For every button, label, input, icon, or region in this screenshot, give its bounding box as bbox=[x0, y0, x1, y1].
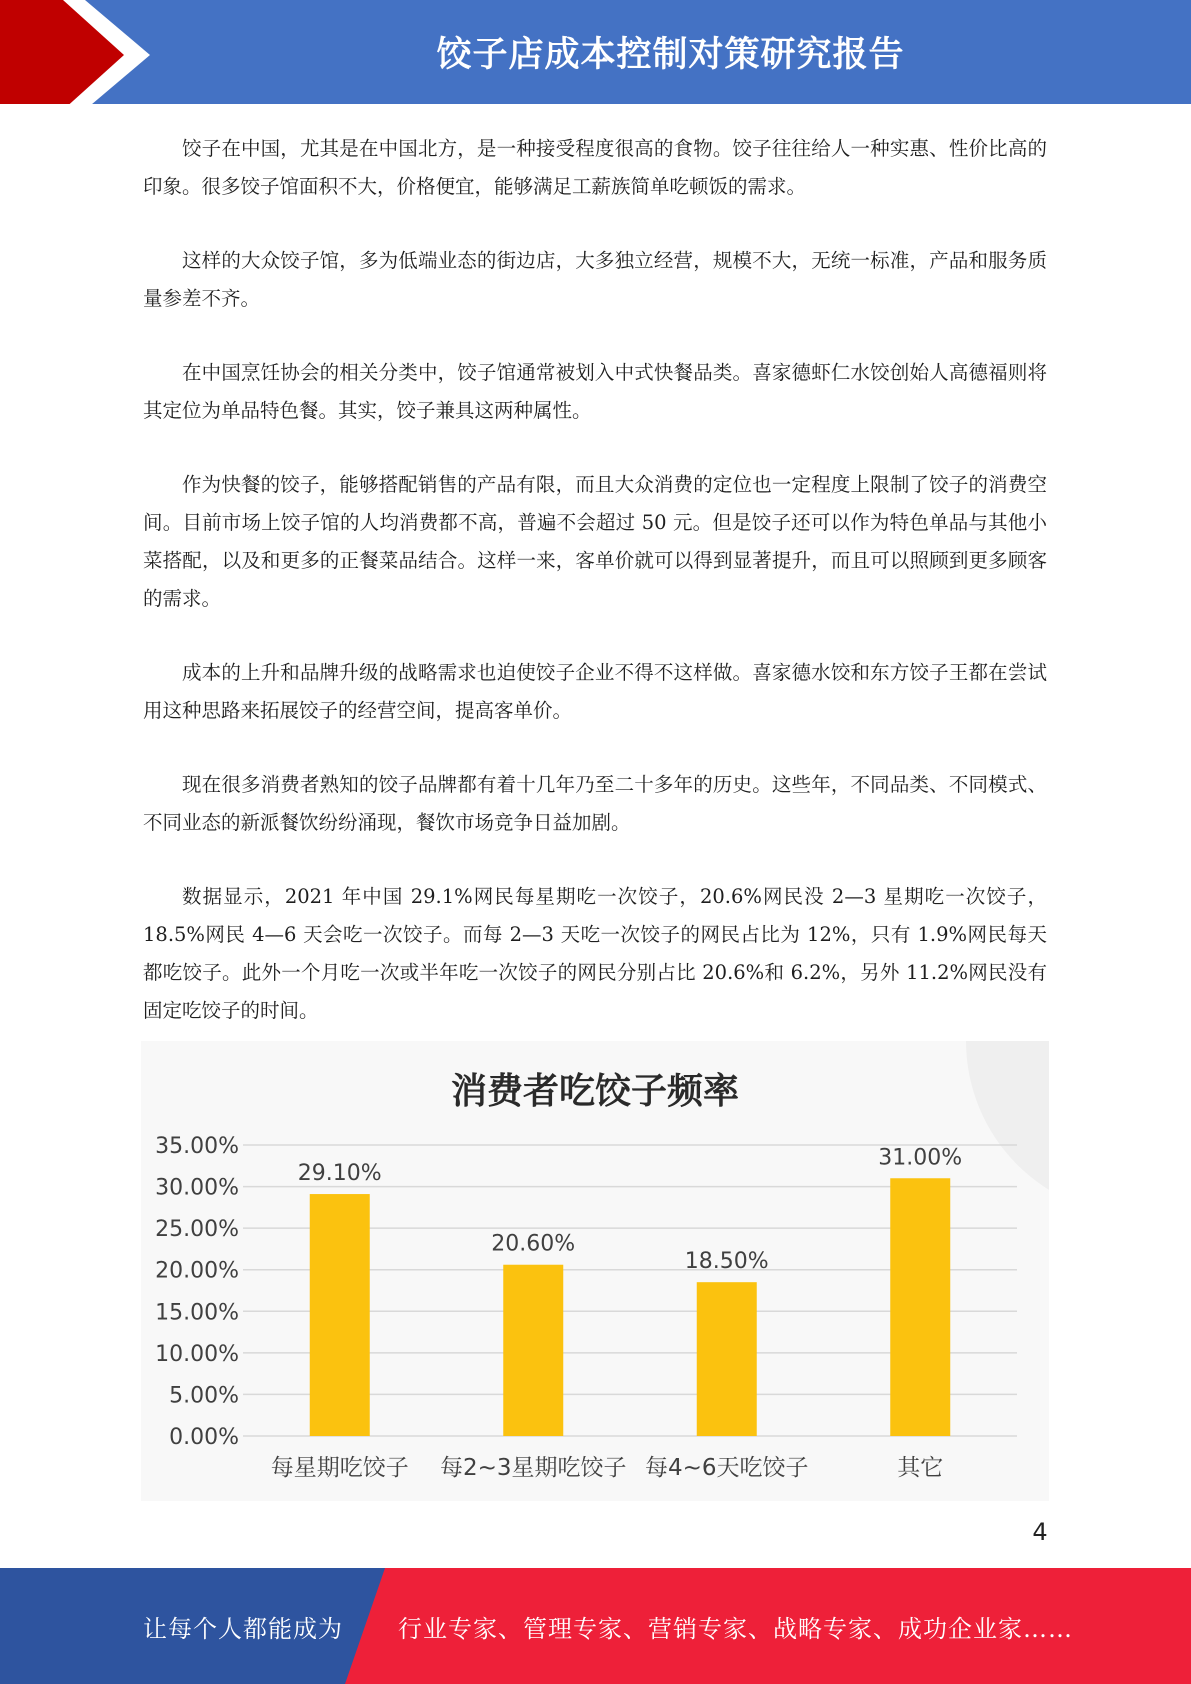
bar bbox=[890, 1178, 950, 1436]
data-label: 18.50% bbox=[684, 1249, 769, 1275]
page-title: 饺子店成本控制对策研究报告 bbox=[436, 35, 905, 75]
data-label: 20.60% bbox=[491, 1231, 576, 1257]
report-body bbox=[143, 130, 1047, 1030]
bar bbox=[503, 1265, 563, 1436]
paragraph: 这样的大众饺子馆，多为低端业态的街边店，大多独立经营，规模不大，无统一标准，产品和服务质量参差不齐。 bbox=[143, 249, 1047, 310]
y-tick-label: 5.00% bbox=[169, 1383, 239, 1409]
paragraph: 在中国烹饪协会的相关分类中，饺子馆通常被划入中式快餐品类。喜家德虾仁水饺创始人高德福则将其定位为单品特色餐。其实，饺子兼具这两种属性。 bbox=[143, 361, 1047, 422]
paragraph: 现在很多消费者熟知的饺子品牌都有着十几年乃至二十多年的历史。这些年，不同品类、不同模式、不同业态的新派餐饮纷纷涌现，餐饮市场竞争日益加剧。 bbox=[143, 773, 1047, 834]
data-label: 29.10% bbox=[297, 1161, 382, 1187]
x-tick-label: 每2~3星期吃饺子 bbox=[439, 1455, 627, 1481]
chart-title: 消费者吃饺子频率 bbox=[450, 1071, 739, 1112]
y-tick-label: 15.00% bbox=[155, 1300, 239, 1326]
paragraph: 作为快餐的饺子，能够搭配销售的产品有限，而且大众消费的定位也一定程度上限制了饺子的消费空间。目前市场上饺子馆的人均消费都不高，普遍不会超过 50 元。但是饺子还可以作为特色单品与其他小菜搭配，以及和更多的正餐菜品结合。这样一来，客单价就可以得到显著提升，而且可以照顾到更多顾客的需求。 bbox=[143, 473, 1047, 610]
y-tick-label: 30.00% bbox=[155, 1175, 239, 1201]
paragraph: 数据显示，2021 年中国 29.1%网民每星期吃一次饺子，20.6%网民没 2—3 星期吃一次饺子，18.5%网民 4—6 天会吃一次饺子。而每 2—3 天吃一次饺子的网民占比为 12%，只有 1.9%网民每天都吃饺子。此外一个月吃一次或半年吃一次饺子的网民分别占比 20.6%和 6.2%，另外 11.2%网民没有固定吃饺子的时间。 bbox=[143, 885, 1047, 1022]
footer-slogan-right: 行业专家、管理专家、营销专家、战略专家、成功企业家…… bbox=[398, 1614, 1073, 1643]
paragraph: 饺子在中国，尤其是在中国北方，是一种接受程度很高的食物。饺子往往给人一种实惠、性价比高的印象。很多饺子馆面积不大，价格便宜，能够满足工薪族简单吃顿饭的需求。 bbox=[143, 137, 1047, 198]
y-tick-label: 20.00% bbox=[155, 1258, 239, 1284]
page-number: 4 bbox=[1032, 1518, 1048, 1546]
y-tick-label: 35.00% bbox=[155, 1134, 239, 1159]
page-header bbox=[0, 0, 1191, 110]
footer-slogan-left: 让每个人都能成为 bbox=[143, 1614, 343, 1643]
data-label: 31.00% bbox=[878, 1145, 963, 1171]
bar bbox=[310, 1194, 370, 1436]
x-tick-label: 其它 bbox=[897, 1455, 944, 1481]
frequency-bar-chart bbox=[141, 1041, 1049, 1501]
y-tick-label: 25.00% bbox=[155, 1217, 239, 1243]
x-tick-label: 每4~6天吃饺子 bbox=[644, 1455, 809, 1481]
x-tick-label: 每星期吃饺子 bbox=[270, 1455, 409, 1481]
paragraph: 成本的上升和品牌升级的战略需求也迫使饺子企业不得不这样做。喜家德水饺和东方饺子王都在尝试用这种思路来拓展饺子的经营空间，提高客单价。 bbox=[143, 661, 1047, 722]
y-tick-label: 10.00% bbox=[155, 1341, 239, 1367]
bar bbox=[697, 1282, 757, 1436]
page-footer bbox=[0, 1568, 1191, 1684]
y-tick-label: 0.00% bbox=[169, 1425, 239, 1450]
